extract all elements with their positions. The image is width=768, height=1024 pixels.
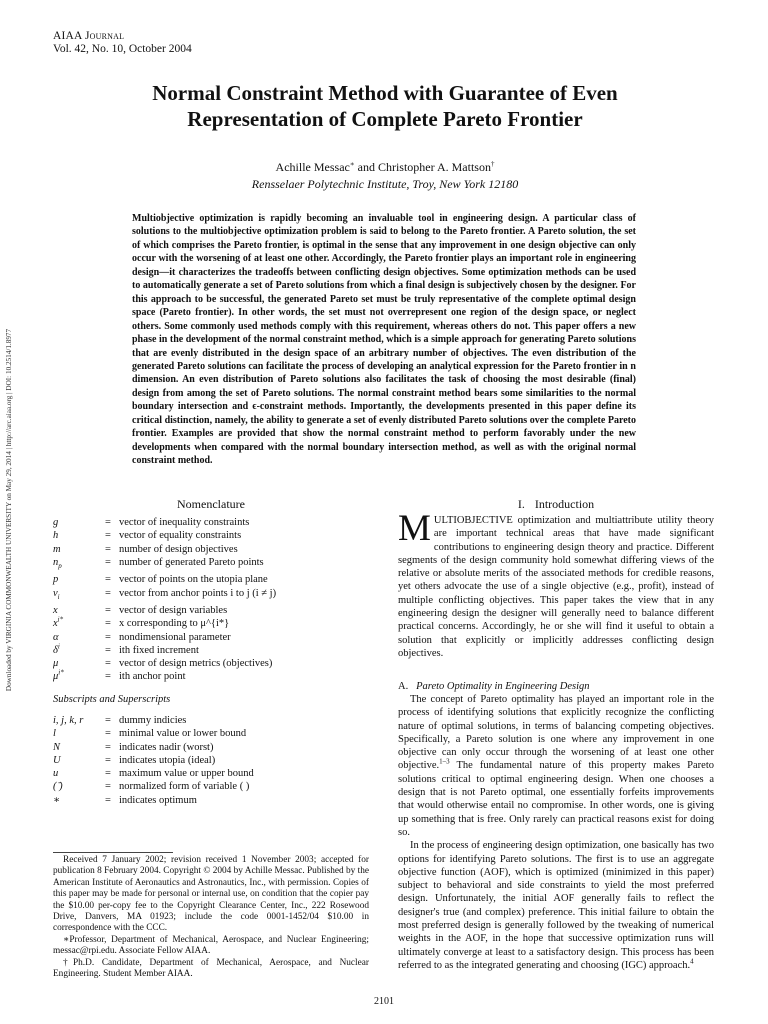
nomenclature-symbol: g bbox=[53, 517, 59, 528]
paragraph-1-text-a: The concept of Pareto optimality has played an important role in the process of identifying solutions that explicitly recognize the conflicting nature of optimal solutions, in terms of balancing competing objectives. Specifically, a Pareto solution is one where any improvement in one objective can only occur through the worsening of at least one other objective. bbox=[398, 694, 714, 772]
author-line bbox=[60, 160, 710, 175]
nomenclature-equals: = bbox=[105, 517, 111, 528]
subscript-row bbox=[53, 767, 373, 780]
footnote-rule bbox=[53, 852, 173, 853]
download-note bbox=[3, 270, 15, 750]
subsection-a-heading bbox=[398, 680, 590, 693]
citation-2: 4 bbox=[690, 957, 694, 966]
paper-title bbox=[60, 80, 710, 132]
subscript-definition: dummy indicies bbox=[119, 715, 187, 726]
nomenclature-definition: nondimensional parameter bbox=[119, 631, 231, 643]
nomenclature-equals: = bbox=[105, 556, 111, 568]
subscript-equals: = bbox=[105, 794, 111, 806]
nomenclature-symbol: h bbox=[53, 530, 59, 542]
subscript-symbol: l bbox=[53, 728, 56, 740]
title-line-2: Representation of Complete Pareto Frontier bbox=[187, 107, 583, 131]
nomenclature-equals: = bbox=[105, 543, 111, 555]
nomenclature-symbol: α bbox=[53, 631, 59, 643]
nomenclature-definition: number of design objectives bbox=[119, 543, 238, 555]
nomenclature-equals: = bbox=[105, 618, 111, 630]
author-1: Achille Messac bbox=[275, 160, 350, 174]
nomenclature-symbol: μ bbox=[53, 658, 59, 670]
nomenclature-definition: x corresponding to μ^{i*} bbox=[119, 618, 230, 630]
nomenclature-row bbox=[53, 604, 373, 617]
nomenclature-row bbox=[53, 516, 373, 529]
subscript-row bbox=[53, 741, 373, 754]
nomenclature-symbol: $x^{i*}$ bbox=[53, 615, 64, 630]
nomenclature-equals: = bbox=[105, 530, 111, 542]
footnotes bbox=[53, 852, 369, 980]
subscript-equals: = bbox=[105, 741, 111, 753]
nomenclature-equals: = bbox=[105, 658, 111, 670]
title-line-1: Normal Constraint Method with Guarantee of Even bbox=[152, 81, 618, 105]
nomenclature-definition: ith anchor point bbox=[119, 671, 186, 683]
journal-header bbox=[53, 30, 192, 56]
journal-issue: Vol. 42, No. 10, October 2004 bbox=[53, 43, 192, 55]
subscript-equals: = bbox=[105, 781, 111, 793]
nomenclature-row bbox=[53, 670, 373, 683]
nomenclature-row bbox=[53, 587, 373, 604]
subscript-definition: minimal value or lower bound bbox=[119, 728, 247, 740]
subscript-equals: = bbox=[105, 715, 111, 726]
subscript-equals: = bbox=[105, 768, 111, 780]
nomenclature-symbol: p bbox=[53, 574, 59, 586]
nomenclature-heading: Nomenclature bbox=[177, 497, 245, 511]
subscript-symbol: N bbox=[53, 741, 61, 753]
nomenclature-table bbox=[53, 516, 373, 684]
nomenclature-row bbox=[53, 657, 373, 670]
download-note-text: Downloaded by VIRGINIA COMMONWEALTH UNIVERSITY on May 29, 2014 | http://arc.aiaa.org | DOI: 10.2514/1.8977 bbox=[5, 328, 13, 692]
section-number: I. bbox=[517, 497, 525, 511]
nomenclature-symbol: m bbox=[53, 543, 61, 555]
subscript-symbol: ∗ bbox=[53, 794, 61, 806]
subsection-label: A. bbox=[398, 681, 409, 692]
subscript-definition: indicates optimum bbox=[119, 794, 197, 806]
nomenclature-symbol: $v_i$ bbox=[53, 587, 60, 601]
nomenclature-equals: = bbox=[105, 587, 111, 599]
subscript-equals: = bbox=[105, 728, 111, 740]
subsection-a-body bbox=[398, 693, 714, 972]
nomenclature-row bbox=[53, 529, 373, 542]
nomenclature-equals: = bbox=[105, 574, 111, 586]
nomenclature-definition: number of generated Pareto points bbox=[119, 556, 264, 568]
intro-text: optimization and multiattribute utility theory are important technical areas that have made significant contributions to engineering design theory and practice. Different segments of the design community hold somewhat differing views of the relative or absolute merits of the associated methods for credible reasons, yet others advocate the use of a single objective (e.g., profit), instead of multiple conflicting objectives. This paper takes the view that in any engineering design the designer will generally need to balance different practical concerns. Accordingly, he or she will find it useful to obtain a solution that explicitly or implicitly addresses conflicting design objectives. bbox=[398, 515, 714, 659]
nomenclature-row bbox=[53, 631, 373, 644]
subscript-definition: maximum value or upper bound bbox=[119, 768, 254, 780]
subsection-title: Pareto Optimality in Engineering Design bbox=[416, 681, 590, 692]
footnote-author-2: †Ph.D. Candidate, Department of Mechanical, Aerospace, and Nuclear Engineering. Student Member AIAA. bbox=[53, 957, 369, 980]
paragraph-1-text-b: The fundamental nature of this property makes Pareto solutions critical to optimal engineering design. When one chooses a design that is not Pareto optimal, one essentially forfeits improvements that would otherwise entail no compromise. In other words, one is giving up something that is free. Only rarely can practical reasons exist for doing so. bbox=[398, 760, 714, 838]
subscript-symbol: u bbox=[53, 768, 59, 780]
page-number: 2101 bbox=[374, 996, 394, 1007]
author-2-mark: † bbox=[490, 160, 495, 168]
footnote-received: Received 7 January 2002; revision received 1 November 2003; accepted for publication 8 February 2004. Copyright © 2004 by Achille Messac. Published by the American Institute of Aeronautics and Astronautics, Inc., with permission. Copies of this paper may be made for personal or internal use, on condition that the copier pay the $10.00 per-copy fee to the Copyright Clearance Center, Inc., 222 Rosewood Drive, Danvers, MA 01923; include the code 0001-1452/04 $10.00 in correspondence with the CCC. bbox=[53, 855, 369, 934]
subscript-row bbox=[53, 714, 373, 727]
nomenclature-symbol: $n_p$ bbox=[53, 556, 62, 570]
subscript-symbol: U bbox=[53, 754, 61, 766]
nomenclature-definition: vector of design variables bbox=[119, 604, 228, 616]
nomenclature-symbol: $\delta^i$ bbox=[53, 642, 60, 656]
nomenclature-definition: vector of design metrics (objectives) bbox=[119, 658, 273, 670]
nomenclature-definition: ith fixed increment bbox=[119, 644, 199, 656]
nomenclature-equals: = bbox=[105, 644, 111, 656]
section-title: Introduction bbox=[534, 497, 595, 511]
journal-name: AIAA Journal bbox=[53, 30, 125, 42]
intro-lead-word: ULTIOBJECTIVE bbox=[433, 515, 513, 526]
nomenclature-definition: vector from anchor points i to j (i ≠ j) bbox=[119, 587, 277, 599]
nomenclature-definition: vector of equality constraints bbox=[119, 530, 242, 542]
nomenclature-row bbox=[53, 617, 373, 630]
introduction-heading bbox=[398, 497, 714, 511]
paragraph-2 bbox=[398, 839, 714, 972]
nomenclature-symbol: x bbox=[53, 604, 58, 616]
nomenclature-row bbox=[53, 556, 373, 573]
paragraph-1 bbox=[398, 693, 714, 839]
subscript-equals: = bbox=[105, 754, 111, 766]
nomenclature-row bbox=[53, 644, 373, 657]
subscripts-heading: Subscripts and Superscripts bbox=[53, 694, 171, 705]
nomenclature-definition: vector of points on the utopia plane bbox=[119, 574, 268, 586]
subscript-definition: indicates utopia (ideal) bbox=[119, 754, 216, 766]
nomenclature-row bbox=[53, 543, 373, 556]
abstract: Multiobjective optimization is rapidly becoming an invaluable tool in engineering design. A particular class of solutions to the multiobjective optimization problem is said to belong to the Pareto frontier. A Pareto solution, the set of which comprises the Pareto frontier, is optimal in the sense that any improvement in one design objective can only occur with the worsening of at least one other. Accordingly, the Pareto frontier plays an important role in engineering design—it characterizes the tradeoffs between conflicting design objectives. Some optimization methods can be used to automatically generate a set of Pareto solutions from which a final design is subjectively chosen by the designer. For this approach to be successful, the generated Pareto set must be truly representative of the complete optimal design space (Pareto frontier). In other words, the set must not overrepresent one region of the design space, or neglect others. Some commonly used methods comply with this requirement, whereas others do not. This paper offers a new phase in the development of the normal constraint method, which is a simple approach for generating Pareto solutions that are evenly distributed in the design space of an arbitrary number of objectives. The even distribution of the generated Pareto solutions can facilitate the process of developing an analytical expression for the Pareto frontier in n dimension. An even distribution of Pareto solutions also facilitates the task of choosing the most desirable (final) design from among the set of Pareto solutions. The normal constraint method bears some similarities to the normal boundary intersection and ϵ-constraint methods. Importantly, the developments presented in this paper define its critical distinction, namely, the ability to generate a set of evenly distributed Pareto solutions over the complete Pareto frontier. Examples are provided that show the normal constraint method to perform favorably under the new developments when compared with the normal boundary intersection method, as well as with the original normal constraint method. bbox=[132, 213, 636, 467]
subscripts-table bbox=[53, 714, 373, 807]
nomenclature-equals: = bbox=[105, 631, 111, 643]
subscript-symbol: i, j, k, r bbox=[53, 715, 84, 726]
nomenclature-symbol: $\mu^{i*}$ bbox=[53, 668, 64, 683]
author-2: Christopher A. Mattson bbox=[377, 160, 491, 174]
citation-1: 1–3 bbox=[439, 757, 450, 766]
subscript-row bbox=[53, 754, 373, 767]
drop-cap: M bbox=[398, 508, 431, 549]
author-1-mark: ∗ bbox=[349, 160, 355, 168]
nomenclature-row bbox=[53, 573, 373, 586]
nomenclature-equals: = bbox=[105, 604, 111, 616]
author-join: and bbox=[354, 160, 378, 174]
nomenclature-equals: = bbox=[105, 671, 111, 683]
footnote-author-1: ∗Professor, Department of Mechanical, Aerospace, and Nuclear Engineering; messac@rpi.edu. Associate Fellow AIAA. bbox=[53, 934, 369, 957]
subscript-symbol: ( ̄) bbox=[53, 781, 63, 793]
nomenclature-definition: vector of inequality constraints bbox=[119, 517, 250, 528]
affiliation: Rensselaer Polytechnic Institute, Troy, New York 12180 bbox=[251, 177, 519, 191]
subscript-row bbox=[53, 780, 373, 793]
subscript-definition: indicates nadir (worst) bbox=[119, 741, 214, 753]
paragraph-2-text: In the process of engineering design optimization, one basically has two options for identifying Pareto solutions. The first is to use an aggregate objective function (AOF), which is optimized (minimized in this paper) subject to behavioral and side constraints to yield the most preferred design. Unfortunately, the initial AOF generally fails to reflect the designer's true (and complex) preference. This initial failure to obtain the most preferred design is generally followed by the tweaking of numerical weights in the AOF, in the hope that successive optimization runs will ultimately converge at least to a satisfactory design. This process has been referred to as the integrated generating and choosing (IGC) approach. bbox=[398, 840, 714, 971]
introduction-paragraph bbox=[398, 508, 714, 660]
subscript-definition: normalized form of variable ( ) bbox=[119, 781, 250, 793]
subscript-row bbox=[53, 727, 373, 740]
subscript-row bbox=[53, 794, 373, 807]
